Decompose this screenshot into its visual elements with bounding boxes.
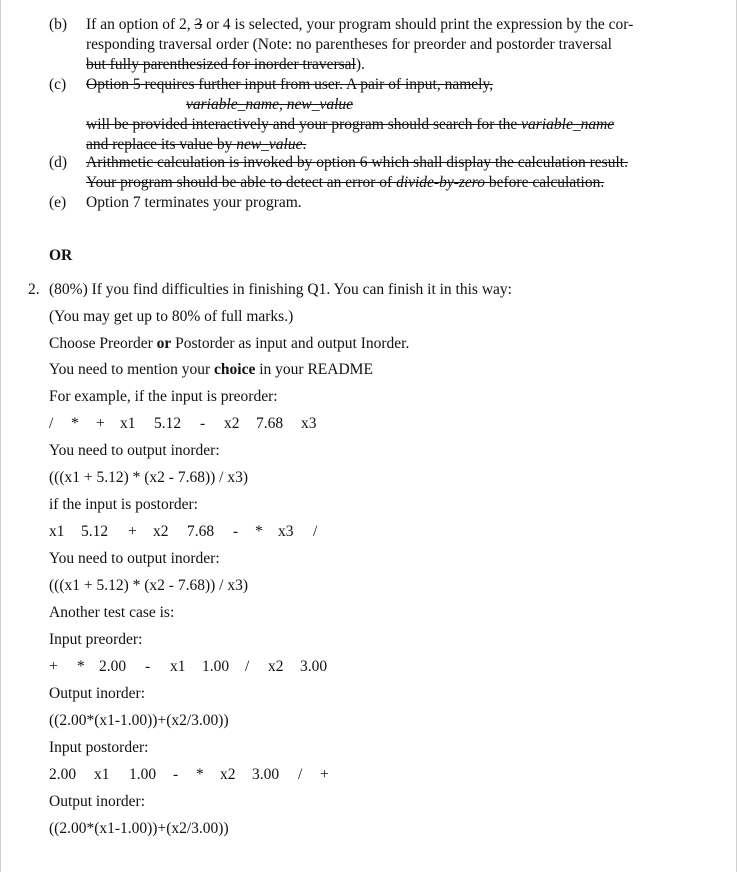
expression-token: x2: [153, 523, 169, 540]
item-c-line-1: Option 5 requires further input from user. A pair of input, namely,: [86, 76, 494, 93]
text: divide-by-zero: [396, 174, 486, 191]
q2-note: (You may get up to 80% of full marks.): [49, 308, 294, 325]
question-number: 2.: [28, 281, 40, 298]
text: variable_name, new_value: [186, 96, 354, 113]
text: Postorder as input and output Inorder.: [171, 335, 410, 352]
expression-token: 5.12: [81, 523, 109, 540]
postorder-example-2: [49, 766, 649, 786]
item-c-line-4: [86, 135, 663, 155]
item-marker: (d): [49, 154, 68, 171]
expression-token: 7.68: [256, 415, 284, 432]
text: before calculation.: [485, 174, 605, 191]
text: If an option of 2,: [86, 16, 195, 33]
expression-token: x1: [49, 523, 65, 540]
output-inorder-label-2: Output inorder:: [49, 793, 145, 810]
expression-token: -: [173, 766, 179, 783]
struck-number: 3: [194, 16, 203, 33]
item-b-line-3: [86, 55, 663, 75]
expression-token: -: [233, 523, 239, 540]
expression-token: x1: [120, 415, 136, 432]
text: and replace its value by: [86, 136, 237, 153]
expression-token: +: [96, 415, 105, 432]
expression-token: 5.12: [154, 415, 182, 432]
text: Choose Preorder: [49, 335, 157, 352]
expression-token: 3.00: [300, 658, 328, 675]
text: Your program should be able to detect an error of: [86, 174, 397, 191]
item-marker: (e): [49, 194, 67, 211]
expression-token: x3: [301, 415, 317, 432]
expression-token: +: [320, 766, 329, 783]
text: or 4 is selected, your program should print the expression by the cor-: [202, 16, 634, 33]
input-postorder-label: Input postorder:: [49, 739, 149, 756]
text: ).: [355, 56, 365, 73]
expression-token: 2.00: [49, 766, 77, 783]
expression-token: 3.00: [252, 766, 280, 783]
expression-token: 2.00: [99, 658, 127, 675]
text: will be provided interactively and your program should search for the: [86, 116, 522, 133]
q2-mention-line: [49, 361, 373, 379]
preorder-example-1: [49, 415, 649, 435]
item-marker: (b): [49, 16, 68, 33]
expression-token: *: [71, 415, 79, 432]
expression-token: 1.00: [202, 658, 230, 675]
preorder-example-2: [49, 658, 649, 678]
item-d-line-2: [86, 173, 663, 193]
expression-token: *: [255, 523, 263, 540]
expression-token: +: [49, 658, 58, 675]
output-inorder-label-1: Output inorder:: [49, 685, 145, 702]
inorder-output-1: (((x1 + 5.12) * (x2 - 7.68)) / x3): [49, 469, 249, 486]
input-preorder-label: Input preorder:: [49, 631, 143, 648]
item-e-line-1: Option 7 terminates your program.: [86, 194, 302, 211]
output-label-2: You need to output inorder:: [49, 550, 220, 567]
expression-token: x2: [268, 658, 284, 675]
expression-token: x2: [220, 766, 236, 783]
text: in your README: [255, 361, 373, 378]
inorder-output-4: ((2.00*(x1-1.00))+(x2/3.00)): [49, 820, 229, 837]
expression-token: x3: [278, 523, 294, 540]
item-b-line-1: [86, 15, 663, 35]
expression-token: /: [298, 766, 303, 783]
text: You need to mention your: [49, 361, 215, 378]
expression-token: /: [313, 523, 318, 540]
item-b-line-2: responding traversal order (Note: no parentheses for preorder and postorder traversal: [86, 36, 612, 53]
another-case-label: Another test case is:: [49, 604, 175, 621]
example-label: For example, if the input is preorder:: [49, 388, 278, 405]
postorder-example-1: [49, 523, 649, 543]
emphasis: or: [156, 335, 172, 352]
q2-intro: (80%) If you find difficulties in finishing Q1. You can finish it in this way:: [49, 281, 512, 298]
text: variable_name: [521, 116, 615, 133]
inorder-output-3: ((2.00*(x1-1.00))+(x2/3.00)): [49, 712, 229, 729]
item-c-line-3: [86, 115, 663, 135]
inorder-output-2: (((x1 + 5.12) * (x2 - 7.68)) / x3): [49, 577, 249, 594]
emphasis: choice: [214, 361, 256, 378]
expression-token: x1: [170, 658, 186, 675]
postorder-label: if the input is postorder:: [49, 496, 198, 513]
item-marker: (c): [49, 76, 67, 93]
expression-token: *: [77, 658, 85, 675]
expression-token: -: [145, 658, 151, 675]
item-d-line-1: Arithmetic calculation is invoked by option 6 which shall display the calculation result.: [86, 154, 628, 171]
expression-token: *: [196, 766, 204, 783]
output-label-1: You need to output inorder:: [49, 442, 220, 459]
expression-token: -: [200, 415, 206, 432]
expression-token: x1: [94, 766, 110, 783]
expression-token: x2: [224, 415, 240, 432]
expression-token: /: [245, 658, 250, 675]
text: new_value: [236, 136, 303, 153]
expression-token: 1.00: [129, 766, 157, 783]
or-heading: OR: [49, 247, 73, 264]
text: .: [302, 136, 307, 153]
expression-token: 7.68: [187, 523, 215, 540]
expression-token: /: [49, 415, 54, 432]
item-c-line-2: [86, 95, 663, 115]
struck-text: but fully parenthesized for inorder traversal: [86, 56, 356, 73]
q2-choose-line: [49, 335, 409, 353]
expression-token: +: [128, 523, 137, 540]
